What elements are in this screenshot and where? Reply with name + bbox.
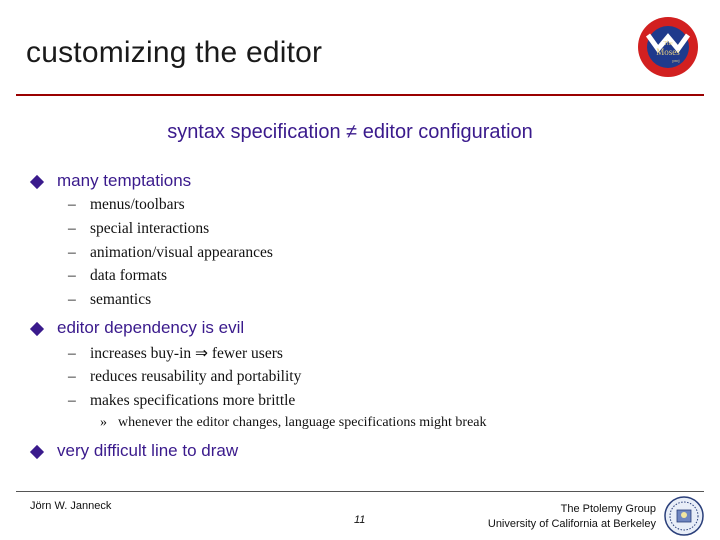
sub-bullet: [68, 267, 167, 285]
dash-marker: –: [68, 267, 76, 284]
sub-bullet-text: increases buy-in ⇒ fewer users: [90, 345, 283, 362]
sub-bullet-text: special interactions: [90, 220, 210, 237]
footer-org-line-1: The Ptolemy Group: [560, 503, 656, 515]
footer-divider: [16, 491, 704, 492]
sub-bullet-text: animation/visual appearances: [90, 244, 273, 261]
title-divider: [16, 94, 704, 96]
footer-author: Jörn W. Janneck: [30, 500, 112, 512]
logo-text-1: The: [663, 41, 673, 47]
bullet-text: editor dependency is evil: [57, 318, 245, 337]
dash-marker: –: [68, 220, 76, 237]
bullet-diamond-icon: [30, 322, 44, 336]
sub-bullet-text: makes specifications more brittle: [90, 392, 296, 409]
bullet-diamond-icon: [30, 445, 44, 459]
sub-sub-bullet-text: whenever the editor changes, language specifications might break: [118, 415, 487, 430]
page-number: 11: [354, 514, 366, 526]
bullet-diamond-icon: [30, 175, 44, 189]
dash-marker: –: [68, 196, 76, 213]
dash-marker: –: [68, 368, 76, 385]
ptolemy-moses-logo-icon: [636, 15, 700, 79]
bullet-text: very difficult line to draw: [57, 441, 239, 460]
uc-seal-icon: [664, 496, 704, 536]
sub-bullet: [68, 291, 151, 309]
footer-org-line-2: University of California at Berkeley: [487, 518, 656, 530]
bullet-text: many temptations: [57, 171, 192, 190]
slide-title: customizing the editor: [26, 36, 323, 69]
logo-text-2: Moses: [656, 47, 680, 57]
dash-marker: –: [68, 244, 76, 261]
slide-subtitle: syntax specification ≠ editor configuration: [167, 121, 533, 143]
sub-bullet-text: reduces reusability and portability: [90, 368, 302, 385]
sub-bullet: [68, 244, 273, 262]
sub-bullet: [68, 196, 185, 214]
logo-text-3: proj: [672, 58, 680, 63]
sub-bullet: [68, 344, 283, 363]
sub-bullet: [68, 368, 301, 386]
dash-marker: –: [68, 345, 76, 362]
dash-marker: –: [68, 291, 76, 308]
sub-sub-bullet: [100, 415, 487, 431]
sub-bullet: [68, 392, 295, 410]
footer-organization: [488, 502, 656, 532]
chevron-marker-icon: »: [100, 415, 107, 430]
dash-marker: –: [68, 392, 76, 409]
sub-bullet-text: data formats: [90, 267, 168, 284]
sub-bullet-text: semantics: [90, 291, 152, 308]
sub-bullet: [68, 220, 209, 238]
sub-bullet-text: menus/toolbars: [90, 196, 185, 213]
